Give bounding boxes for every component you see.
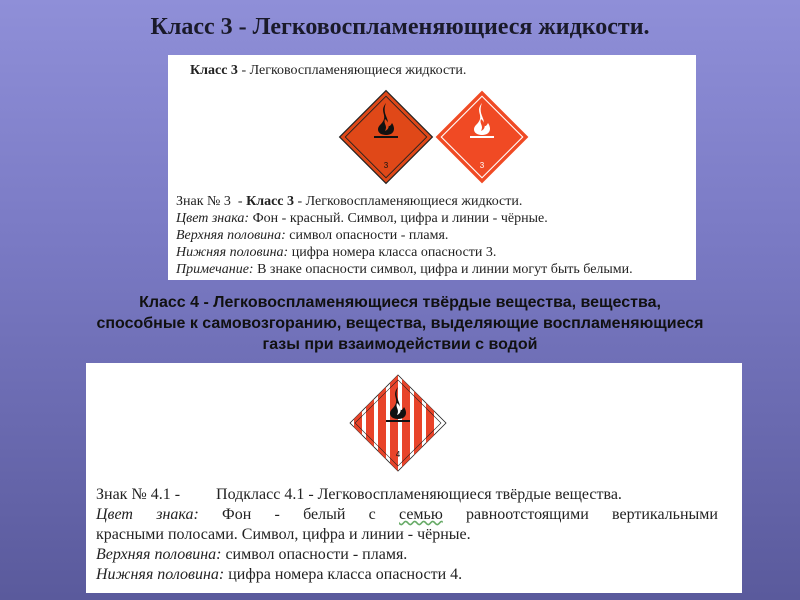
panel1-line4: Нижняя половина: цифра номера класса опасности 3.	[176, 245, 497, 260]
class3-sign-black	[338, 89, 434, 185]
panel1-line3: Верхняя половина: символ опасности - пламя.	[176, 228, 449, 243]
panel2-line4: Верхняя половина: символ опасности - пламя.	[96, 546, 408, 563]
class4-heading: Класс 4 - Легковоспламеняющиеся твёрдые вещества, вещества, способные к самовозгоранию, вещества, выделяющие воспламеняющиеся газы при взаимодействии с водой	[96, 294, 704, 353]
class3-panel	[168, 55, 696, 280]
sign-number: 3	[479, 161, 485, 170]
page-title: Класс 3 - Легковоспламеняющиеся жидкости.	[150, 14, 650, 40]
panel2-line2: Цвет знака: Фон - белый с семью равноотстоящими вертикальными	[96, 506, 718, 523]
class4-panel	[86, 363, 742, 593]
panel2-line5: Нижняя половина: цифра номера класса опасности 4.	[96, 566, 463, 583]
panel1-header: Класс 3 - Легковоспламеняющиеся жидкости.	[190, 63, 467, 78]
panel1-line5: Примечание: В знаке опасности символ, цифра и линии могут быть белыми.	[176, 262, 633, 277]
panel2-line1: Знак № 4.1 - Подкласс 4.1 - Легковоспламеняющиеся твёрдые вещества.	[96, 486, 622, 503]
sign-number: 4	[395, 450, 401, 459]
panel1-description	[176, 193, 633, 278]
panel2-line3: красными полосами. Символ, цифра и линии - чёрные.	[96, 526, 471, 543]
sign-number: 3	[383, 161, 389, 170]
panel1-line2: Цвет знака: Фон - красный. Символ, цифра и линии - чёрные.	[176, 211, 548, 226]
class3-sign-white	[434, 89, 530, 185]
class4-1-sign	[346, 371, 450, 475]
panel2-description	[96, 485, 718, 585]
panel1-line1: Знак № 3 - Класс 3 - Легковоспламеняющиеся жидкости.	[176, 194, 523, 209]
